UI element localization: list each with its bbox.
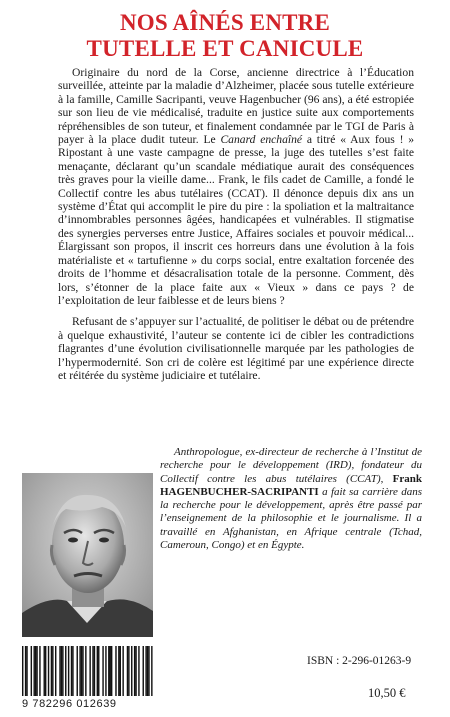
barcode-bar xyxy=(45,646,46,696)
barcode-bar xyxy=(22,646,23,696)
barcode-bar xyxy=(128,646,129,696)
barcode-bar xyxy=(131,646,132,696)
barcode-bar xyxy=(52,646,53,696)
barcode-bar xyxy=(35,646,36,696)
barcode-bar xyxy=(94,646,95,696)
summary-p1-end: a titré « Aux fous ! » Ripostant à une vaste campagne de presse, la juge des tutelles s’est faite menaçante, déclarant qu’un scandale médiatique aurait des conséquences très graves pour la vieille dame... Frank, le fils cadet de Camille, a fondé le Collectif contre les abus tutélaires (CCAT). Il dénonce depuis dix ans un système d’État qui accomplit le pire du pire : la spoliation et la maltraitance d’innombrables personnes âgées, handicapées et vulnérables. Il stigmatise des synergies perverses entre Justice, Affaires sociales et pouvoir médical... Élargissant son propos, il inscrit ces horreurs dans une évolution à la fois matérialiste et « tartufienne » du corps social, entre exaltation forcenée des droits de l’homme et désacralisation totale de la personne. Comment, dès lors, s’étonner de la place faite aux « Vieux » dans ce pays ? de l’exploitation de leur faiblesse et de leurs biens ? xyxy=(58,133,415,307)
barcode-bar xyxy=(25,646,26,696)
barcode-bar xyxy=(39,646,40,696)
author-photo xyxy=(22,473,153,637)
barcode-bar xyxy=(148,646,149,696)
bio-text-start: Anthropologue, ex-directeur de recherche à l’Institut de recherche pour le développement (IRD), fondateur du Collectif contre les abus tutélaires (CCAT), xyxy=(160,446,422,485)
barcode-bar xyxy=(33,646,34,696)
barcode-bar xyxy=(135,646,136,696)
barcode-bar xyxy=(65,646,66,696)
barcode-bar xyxy=(36,646,37,696)
barcode-bar xyxy=(68,646,69,696)
barcode-bar xyxy=(145,646,146,696)
barcode xyxy=(22,646,154,712)
barcode-bar xyxy=(79,646,80,696)
barcode-bar xyxy=(59,646,60,696)
barcode-bar xyxy=(118,646,119,696)
barcode-bar xyxy=(71,646,72,696)
newspaper-name: Canard enchaîné xyxy=(220,133,303,147)
barcode-bar xyxy=(61,646,62,696)
barcode-bar xyxy=(127,646,128,696)
price: 10,50 € xyxy=(368,686,406,700)
author-portrait-image xyxy=(22,473,153,637)
barcode-bar xyxy=(97,646,98,696)
barcode-bar xyxy=(62,646,63,696)
barcode-bar xyxy=(122,646,123,696)
barcode-bar xyxy=(110,646,111,696)
summary-paragraph-2: Refusant de s’appuyer sur l’actualité, de politiser le débat ou de prétendre à quelque exhaustivité, l’auteur se contente ici de cibler les contradictions flagrantes d’une évolution civilisationnelle marquée par les pathologies de l’hypermodernité. Son cri de colère est légitimé par une expérience directe et réitérée du système judiciaire et tutélaire. xyxy=(58,315,414,382)
barcode-bar xyxy=(82,646,83,696)
barcode-bar xyxy=(98,646,99,696)
title-line-1: NOS AÎNÉS ENTRE xyxy=(119,10,331,35)
barcode-bar xyxy=(111,646,112,696)
barcode-bar xyxy=(85,646,86,696)
barcode-bar xyxy=(151,646,152,696)
barcode-bar xyxy=(108,646,109,696)
barcode-bar xyxy=(77,646,78,696)
title-line-2: TUTELLE ET CANICULE xyxy=(86,36,364,61)
isbn: ISBN : 2-296-01263-9 xyxy=(307,655,412,667)
barcode-bar xyxy=(81,646,82,696)
barcode-bar xyxy=(115,646,116,696)
summary-p1-start: Originaire du nord de la Corse, ancienne directrice à l’Éducation surveillée, atteinte par la maladie d’Alzheimer, placée sous tutelle extérieure à la famille, Camille Sacripanti, veuve Hagenbucher (96 ans), a été estropiée sur son lieu de vie médicalisé, traduite en justice suite aux comportements répréhensibles de son tuteur, et finalement condamnée par le TGI de Paris à payer à la place dudit tuteur. Le xyxy=(58,66,414,147)
barcode-bar xyxy=(120,646,121,696)
barcode-bar xyxy=(92,646,93,696)
author-biography xyxy=(160,446,422,552)
barcode-bar xyxy=(44,646,45,696)
barcode-bar xyxy=(138,646,139,696)
barcode-bar xyxy=(48,646,49,696)
barcode-bar xyxy=(105,646,106,696)
barcode-bar xyxy=(89,646,90,696)
back-cover-summary xyxy=(58,66,414,382)
barcode-bar xyxy=(55,646,56,696)
barcode-bar xyxy=(72,646,73,696)
barcode-bar xyxy=(51,646,52,696)
barcode-bar xyxy=(147,646,148,696)
barcode-bar xyxy=(134,646,135,696)
barcode-bar xyxy=(102,646,103,696)
barcode-bar xyxy=(26,646,27,696)
barcode-bar xyxy=(31,646,32,696)
summary-paragraph-1 xyxy=(58,66,414,307)
author-name: Frank HAGENBUCHER-SACRIPANTI xyxy=(160,472,422,498)
bio-text-end: a fait sa carrière dans la recherche pour le développement, après être passé par l’enseignement de la philosophie et le journalisme. Il a travaillé en Afghanistan, en Afrique centrale (Tchad, Cameroun, Congo) et en Égypte. xyxy=(160,485,422,552)
barcode-digits: 9 782296 012639 xyxy=(22,698,117,710)
barcode-bars-image xyxy=(22,646,154,698)
barcode-bar xyxy=(143,646,144,696)
bio-paragraph xyxy=(160,446,422,552)
book-title xyxy=(0,10,450,62)
